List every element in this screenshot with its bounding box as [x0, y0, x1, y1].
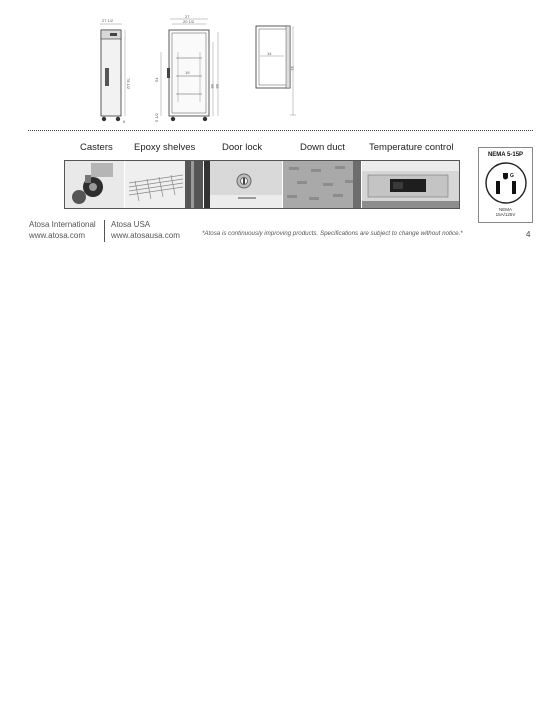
down-duct-photo [283, 161, 361, 208]
company1-name: Atosa International [29, 220, 96, 229]
disclaimer-text: *Atosa is continuously improving products. Specifications are subject to change without notice.* [202, 230, 463, 237]
nema-rating [479, 207, 532, 217]
front-shelf-depth-dim: 19 [185, 70, 190, 75]
feature-label-epoxy-shelves: Epoxy shelves [134, 142, 196, 153]
page-number: 4 [526, 230, 531, 239]
side-leg-dim: 6 [123, 119, 126, 124]
nema-rating-line2: 15A/125V [495, 212, 516, 217]
nema-title: NEMA 5-15P [487, 152, 524, 158]
feature-label-door-lock: Door lock [222, 142, 263, 153]
nema-plug-panel [478, 147, 533, 223]
side-view-drawing [96, 12, 130, 124]
top-depth-dim: 14 [267, 51, 272, 56]
temperature-control-photo [362, 161, 459, 208]
company2-url[interactable]: www.atosausa.com [111, 231, 180, 240]
nema-rating-line1: NEMA [498, 207, 512, 212]
side-width-dim: 27 1/2 [102, 18, 114, 23]
feature-label-down-duct: Down duct [300, 142, 345, 153]
feature-photo-strip [64, 160, 460, 209]
company1-url[interactable]: www.atosa.com [29, 231, 86, 240]
front-inner-dim: 20 1/2 [183, 19, 195, 24]
company2-name: Atosa USA [111, 220, 151, 229]
section-divider [28, 130, 533, 131]
front-right-a-dim: 58 [210, 84, 215, 89]
front-view-drawing [152, 12, 224, 124]
nema-ground-label: G [510, 173, 514, 179]
door-lock-photo [204, 161, 282, 208]
front-bottom-dim: 5 1/2 [154, 113, 159, 122]
epoxy-shelves-photo [125, 161, 203, 208]
feature-label-temperature-control: Temperature control [369, 142, 454, 153]
footer-company-usa [111, 219, 180, 241]
front-right-b-dim: 68 [215, 84, 220, 89]
top-view-drawing [250, 12, 298, 116]
footer-company-international [29, 219, 96, 241]
footer-divider [104, 220, 105, 242]
front-left-height-dim: 54 [154, 77, 159, 82]
feature-label-casters: Casters [80, 142, 113, 153]
casters-photo [65, 161, 124, 208]
nema-outlet-icon [484, 161, 528, 205]
top-width-dim: 33 [290, 66, 295, 71]
side-height-dim: 78 1/2 [126, 78, 131, 90]
front-overall-dim: 27 [185, 14, 190, 19]
